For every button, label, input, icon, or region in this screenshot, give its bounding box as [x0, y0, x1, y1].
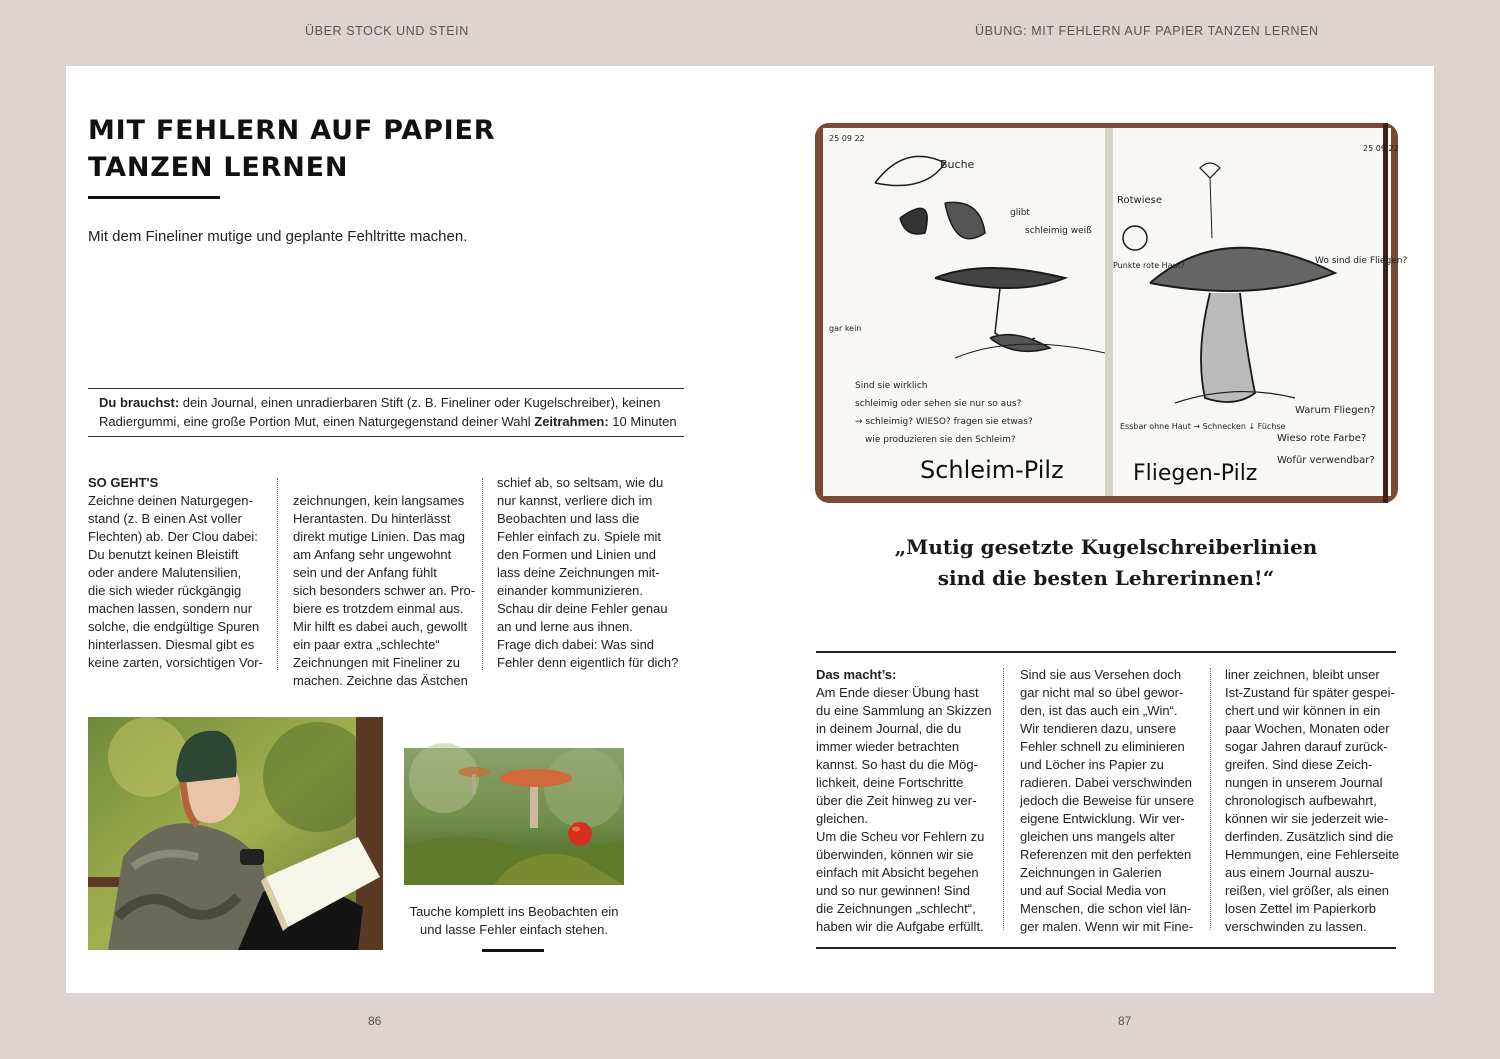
title-underline: [88, 196, 220, 199]
sketchbook-image: [815, 123, 1408, 503]
time-label: Zeitrahmen:: [534, 413, 609, 429]
section-top-rule: [816, 651, 1396, 653]
pull-quote: „Mutig gesetzte Kugelschreiberlinien sind die besten Lehrerinnen!“: [894, 535, 1318, 590]
section-heading: Das macht’s:: [816, 667, 897, 682]
materials-text: dein Journal, einen unradierbaren Stift (z. B. Fineliner oder Kugelschreiber), keinen Radiergummi, eine große Portion Mut, einen Naturgegenstand deiner Wahl: [99, 395, 661, 429]
sketch-word: Buche: [940, 158, 975, 171]
benefits-column-3: [1225, 666, 1405, 936]
column-divider: [277, 478, 278, 670]
column-text: schief ab, so seltsam, wie du nur kannst, verliere dich im Beobachten und lass die Fehler einfach zu. Spiele mit den Formen und Linien und lass deine Zeichnungen mit- einander kommunizieren. Schau dir deine Fehler genau an und lerne aus ihnen. Frage dich dabei: Was sind Fehler denn eigentlich für dich?: [497, 475, 679, 670]
sketch-word: Warum Fliegen?: [1295, 405, 1376, 416]
instructions-column-1: [88, 474, 268, 672]
photo-mushroom: [404, 748, 624, 885]
benefits-column-1: [816, 666, 1001, 936]
instructions-column-2: [293, 492, 483, 690]
column-text: zeichnungen, kein langsames Herantasten. Du hinterlässt direkt mutige Linien. Das mag am Anfang sehr ungewohnt sein und der Anfang fühlt sich besonders schwer an. Pro- biere es trotzdem einmal aus. Mir hilft es dabei auch, gewollt ein paar extra „schlechte“ Zeichnungen mit Fineliner zu machen. Zeichne das Ästchen: [293, 493, 476, 688]
benefits-column-2: [1020, 666, 1210, 936]
sketch-word: schleimig oder sehen sie nur so aus?: [855, 399, 1022, 409]
materials-label: Du brauchst:: [99, 395, 180, 410]
column-text: liner zeichnen, bleibt unser Ist-Zustand für später gespei- chert und wir können in ein paar Wochen, Monaten oder sogar Jahren darauf zurück- greifen. Sind diese Zeich- nungen in unserem Journal chronologisch aufbewahrt, können wir sie jederzeit wie- derfinden. Zusätzlich sind die Hemmungen, eine Fehlerseite aus einem Journal auszu- reißen, viel größer, als einen losen Zettel im Papierkorb verschwinden zu lassen.: [1225, 667, 1400, 934]
sketch-word: Sind sie wirklich: [855, 381, 928, 391]
sketch-title-right: Fliegen-Pilz: [1133, 461, 1258, 486]
column-text: Am Ende dieser Übung hast du eine Sammlung an Skizzen in deinem Journal, die du immer wieder betrachten kannst. So hast du die Mög- lichkeit, deine Fortschritte über die Zeit hinweg zu ver- gleichen. Um die Scheu vor Fehlern zu überwinden, können wir sie einfach mit Absicht begehen und so nur gewinnen! Sind die Zeichnungen „schlecht“, haben wir die Aufgabe erfüllt.: [816, 685, 992, 934]
sketch-word: Wo sind die Fliegen?: [1315, 256, 1408, 266]
sketch-word: glibt: [1010, 208, 1030, 218]
running-title-left: ÜBER STOCK UND STEIN: [305, 24, 469, 38]
sketch-word: Punkte rote Haut?: [1113, 261, 1186, 270]
sketch-date-right: 25 09 22: [1363, 144, 1399, 153]
column-divider: [1003, 668, 1004, 930]
caption-rule: [482, 949, 544, 952]
page-title: MIT FEHLERN AUF PAPIER TANZEN LERNEN: [88, 115, 496, 183]
sketch-date-left: 25 09 22: [829, 134, 865, 143]
sketch-word: schleimig weiß: [1025, 226, 1092, 236]
time-text: 10 Minuten: [608, 413, 677, 429]
sketch-word: Rotwiese: [1117, 195, 1163, 206]
column-divider: [1210, 668, 1211, 930]
running-title-right: ÜBUNG: MIT FEHLERN AUF PAPIER TANZEN LERNEN: [975, 24, 1319, 38]
sketch-title-left: Schleim-Pilz: [920, 456, 1064, 484]
sketch-word: Wofür verwendbar?: [1277, 455, 1375, 466]
page-number-right: 87: [1118, 1014, 1132, 1028]
instructions-column-3: [497, 474, 692, 672]
photo-woman-drawing: [88, 717, 383, 950]
section-bottom-rule: [816, 947, 1396, 949]
sketch-word: gar kein: [829, 324, 862, 333]
sketch-word: Essbar ohne Haut → Schnecken ↓ Füchse: [1120, 422, 1286, 431]
column-text: Sind sie aus Versehen doch gar nicht mal so übel gewor- den, ist das auch ein „Win“. Wir tendieren dazu, unsere Fehler schnell zu eliminieren und Löcher ins Papier zu radieren. Dabei verschwinden jedoch die Beweise für unsere eigene Entwicklung. Wir ver- gleichen uns mangels alter Referenzen mit den perfekten Zeichnungen in Galerien und auf Social Media von Menschen, die schon viel län- ger malen. Wenn wir mit Fine-: [1020, 667, 1195, 934]
column-divider: [482, 478, 483, 670]
sketch-word: → schleimig? WIESO? fragen sie etwas?: [855, 417, 1033, 427]
photo-caption: Tauche komplett ins Beobachten ein und lasse Fehler einfach stehen.: [409, 904, 619, 937]
section-heading: SO GEHT'S: [88, 475, 159, 490]
column-text: Zeichne deinen Naturgegen- stand (z. B einen Ast voller Flechten) ab. Der Clou dabei: Du benutzt keinen Bleistift oder andere Malutensilien, die sich wieder rückgängig machen lassen, sondern nur solche, die endgültige Spuren hinterlassen. Diesmal gibt es keine zarten, vorsichtigen Vor-: [88, 493, 263, 670]
subtitle: Mit dem Fineliner mutige und geplante Fehltritte machen.: [88, 228, 468, 245]
sketch-word: wie produzieren sie den Schleim?: [865, 435, 1016, 445]
sketch-word: Wieso rote Farbe?: [1277, 433, 1367, 444]
materials-box: [88, 388, 684, 437]
page-number-left: 86: [368, 1014, 382, 1028]
